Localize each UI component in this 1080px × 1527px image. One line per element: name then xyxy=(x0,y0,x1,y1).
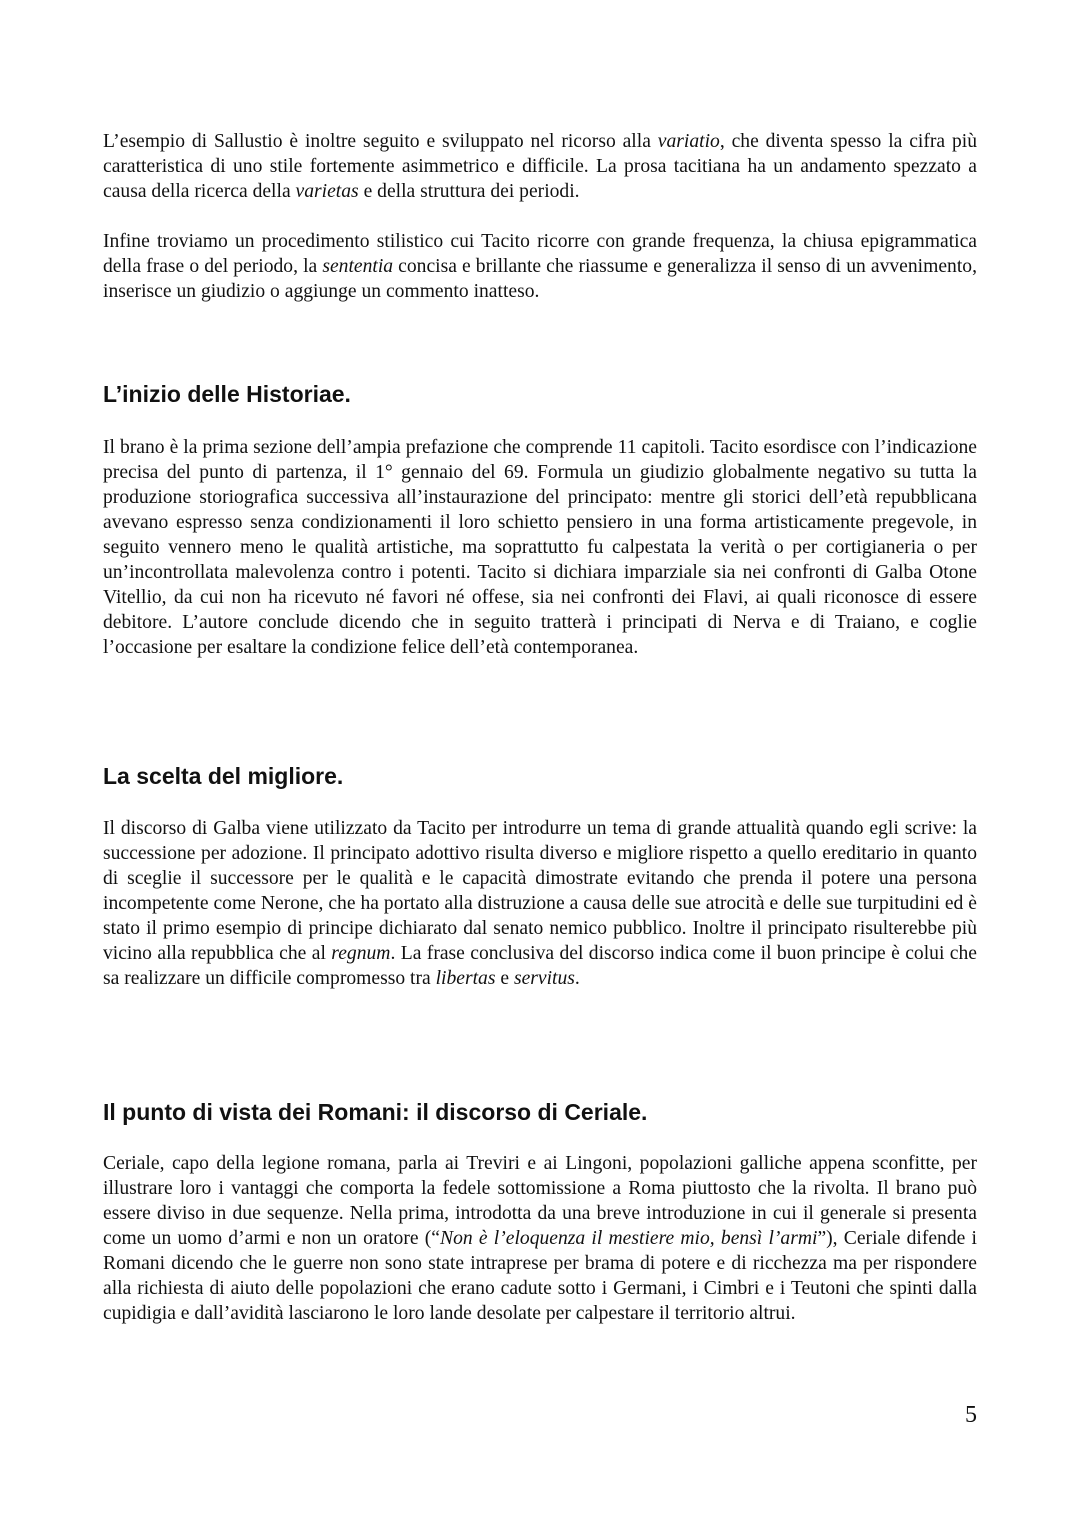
section-heading-ceriale: Il punto di vista dei Romani: il discorso di Ceriale. xyxy=(103,1099,648,1125)
text-run: L’esempio di Sallustio è inoltre seguito e sviluppato nel ricorso alla xyxy=(103,131,658,152)
text-run: ”), Ceriale difende i Romani dicendo che le guerre non sono state intraprese per brama di potere e di ricchezza ma per rispondere alla richiesta di aiuto delle popolazioni che erano cadute sotto i Germani, i Cimbri e i Teutoni che spinti dalla cupidigia e dall’avidità lasciarono le loro lande desolate per calpestare il territorio altrui. xyxy=(103,1228,977,1324)
text-run: . xyxy=(574,968,580,989)
italic-term-varietas: varietas xyxy=(295,181,359,202)
italic-term-regnum: regnum xyxy=(331,943,391,964)
paragraph-sententia xyxy=(103,229,977,304)
italic-term-sententia: sententia xyxy=(322,256,394,277)
text-run: concisa e brillante che riassume e generalizza il senso di un avvenimento, inserisce un giudizio o aggiunge un commento inatteso. xyxy=(103,256,977,302)
text-run: Infine troviamo un procedimento stilistico cui Tacito ricorre con grande frequenza, la chiusa epigrammatica della frase o del periodo, la xyxy=(103,231,977,277)
text-run: , che diventa spesso la cifra più caratteristica di uno stile fortemente asimmetrico e difficile. La prosa tacitiana ha un andamento spezzato a causa della ricerca della xyxy=(103,131,978,202)
text-run: . La frase conclusiva del discorso indica come il buon principe è colui che sa realizzare un difficile compromesso tra xyxy=(103,943,977,989)
text-run: e xyxy=(495,968,514,989)
paragraph-variatio xyxy=(103,129,977,204)
page-number: 5 xyxy=(965,1402,977,1428)
paragraph-ceriale xyxy=(103,1151,977,1326)
section-heading-historiae: L’inizio delle Historiae. xyxy=(103,381,351,407)
italic-term-libertas: libertas xyxy=(435,968,496,989)
paragraph-scelta xyxy=(103,816,977,991)
italic-quote: Non è l’eloquenza il mestiere mio, bensì l’armi xyxy=(440,1228,818,1249)
italic-term-servitus: servitus xyxy=(513,968,575,989)
paragraph-historiae: Il brano è la prima sezione dell’ampia prefazione che comprende 11 capitoli. Tacito esordisce con l’indicazione precisa del punto di partenza, il 1° gennaio del 69. Formula un giudizio globalmente negativo su tutta la produzione storiografica successiva all’instaurazione del principato: mentre gli storici dell’età repubblicana avevano espresso senza condizionamenti il loro schietto pensiero in una forma artisticamente pregevole, in seguito vennero meno le qualità artistiche, ma soprattutto fu calpestata la verità o per cortigianeria o per un’incontrollata malevolenza contro i potenti. Tacito si dichiara imparziale sia nei confronti di Galba Otone Vitellio, da cui non ha ricevuto né favori né offese, sia nei confronti dei Flavi, ai quali riconosce di essere debitore. L’autore conclude dicendo che in seguito tratterà i principati di Nerva e di Traiano, e coglie l’occasione per esaltare la condizione felice dell’età contemporanea. xyxy=(103,437,977,658)
text-run: e della struttura dei periodi. xyxy=(358,181,580,202)
text-run: Il discorso di Galba viene utilizzato da Tacito per introdurre un tema di grande attualità quando egli scrive: la successione per adozione. Il principato adottivo risulta diverso e migliore rispetto a quello ereditario in quanto di sceglie il successore per le qualità e le capacità dimostrate evitando che prenda il potere una persona incompetente come Nerone, che ha portato alla distruzione a causa delle sue atrocità e delle sue turpitudini ed è stato il primo esempio di principe dichiarato dal senato nemico pubblico. Inoltre il principato risulterebbe più vicino alla repubblica che al xyxy=(103,818,977,964)
italic-term-variatio: variatio xyxy=(657,131,720,152)
section-heading-scelta: La scelta del migliore. xyxy=(103,763,344,789)
text-run: Ceriale, capo della legione romana, parla ai Treviri e ai Lingoni, popolazioni galliche appena sconfitte, per illustrare loro i vantaggi che comporta la fedele sottomissione a Roma piuttosto che la rivolta. Il brano può essere diviso in due sequenze. Nella prima, introdotta da una breve introduzione in cui il generale si presenta come un uomo d’armi e non un oratore (“ xyxy=(103,1153,977,1249)
